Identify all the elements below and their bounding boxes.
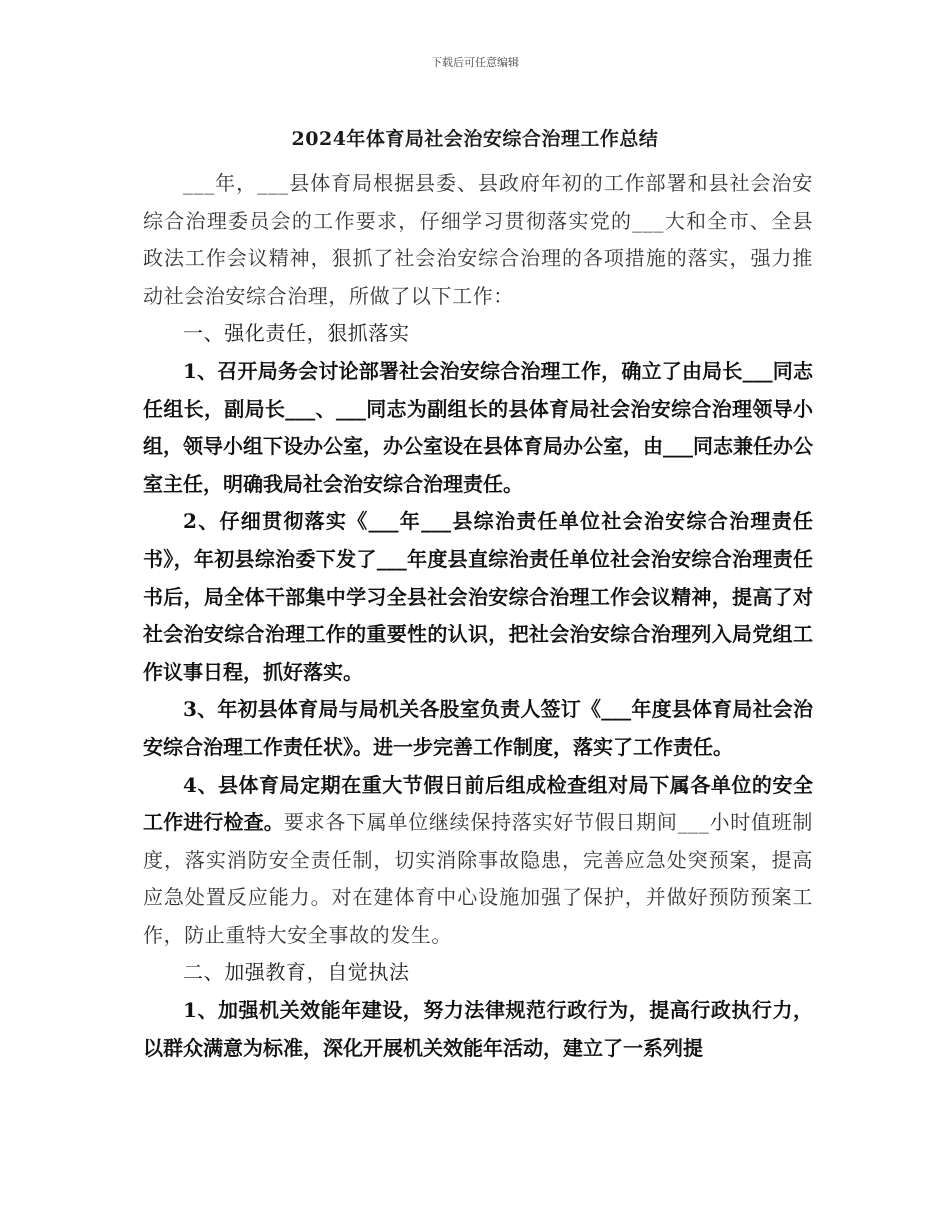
paragraph-1-2: 2、仔细贯彻落实《___年___县综治责任单位社会治安综合治理责任书》，年初县综治委下发了___年度县直综治责任单位社会治安综合治理责任书后，局全体干部集中学习全县社会治安综合治理工作会议精神，提高了对社会治安综合治理工作的重要性的认识，把社会治安综合治理列入局党组工作议事日程，抓好落实。 (143, 509, 813, 684)
section-heading-1: 一、强化责任，狠抓落实 (183, 321, 410, 346)
paragraph-1-4-light: 要求各下属单位继续保持落实好节假日期间___小时值班制度，落实消防安全责任制，切实消除事故隐患，完善应急处突预案，提高应急处置反应能力。对在建体育中心设施加强了保护，并做好预防预案工作，防止重特大安全事故的发生。 (143, 810, 813, 947)
paragraph-1-1: 1、召开局务会讨论部署社会治安综合治理工作，确立了由局长___同志任组长，副局长___、___同志为副组长的县体育局社会治安综合治理领导小组，领导小组下设办公室，办公室设在县体育局办公室，由___同志兼任办公室主任，明确我局社会治安综合治理责任。 (143, 358, 813, 496)
document-title: 2024年体育局社会治安综合治理工作总结 (291, 128, 659, 150)
section-heading-2: 二、加强教育，自觉执法 (183, 960, 410, 985)
document-body (143, 165, 813, 1067)
paragraph-1-4-bold: 4、县体育局定期在重大节假日前后组成检查组对局下属各单位的安全工作进行检查。 (143, 772, 813, 835)
header-note: 下载后可任意编辑 (431, 56, 519, 69)
intro-paragraph: ___年，___县体育局根据县委、县政府年初的工作部署和县社会治安综合治理委员会的工作要求，仔细学习贯彻落实党的___大和全市、全县政法工作会议精神，狠抓了社会治安综合治理的各项措施的落实，强力推动社会治安综合治理，所做了以下工作： (143, 171, 813, 308)
paragraph-1-4 (143, 767, 813, 955)
paragraph-2-1: 1、加强机关效能年建设，努力法律规范行政行为，提高行政执行力，以群众满意为标准，深化开展机关效能年活动，建立了一系列提 (143, 998, 813, 1060)
paragraph-1-3: 3、年初县体育局与局机关各股室负责人签订《___年度县体育局社会治安综合治理工作责任状》。进一步完善工作制度，落实了工作责任。 (143, 697, 813, 759)
